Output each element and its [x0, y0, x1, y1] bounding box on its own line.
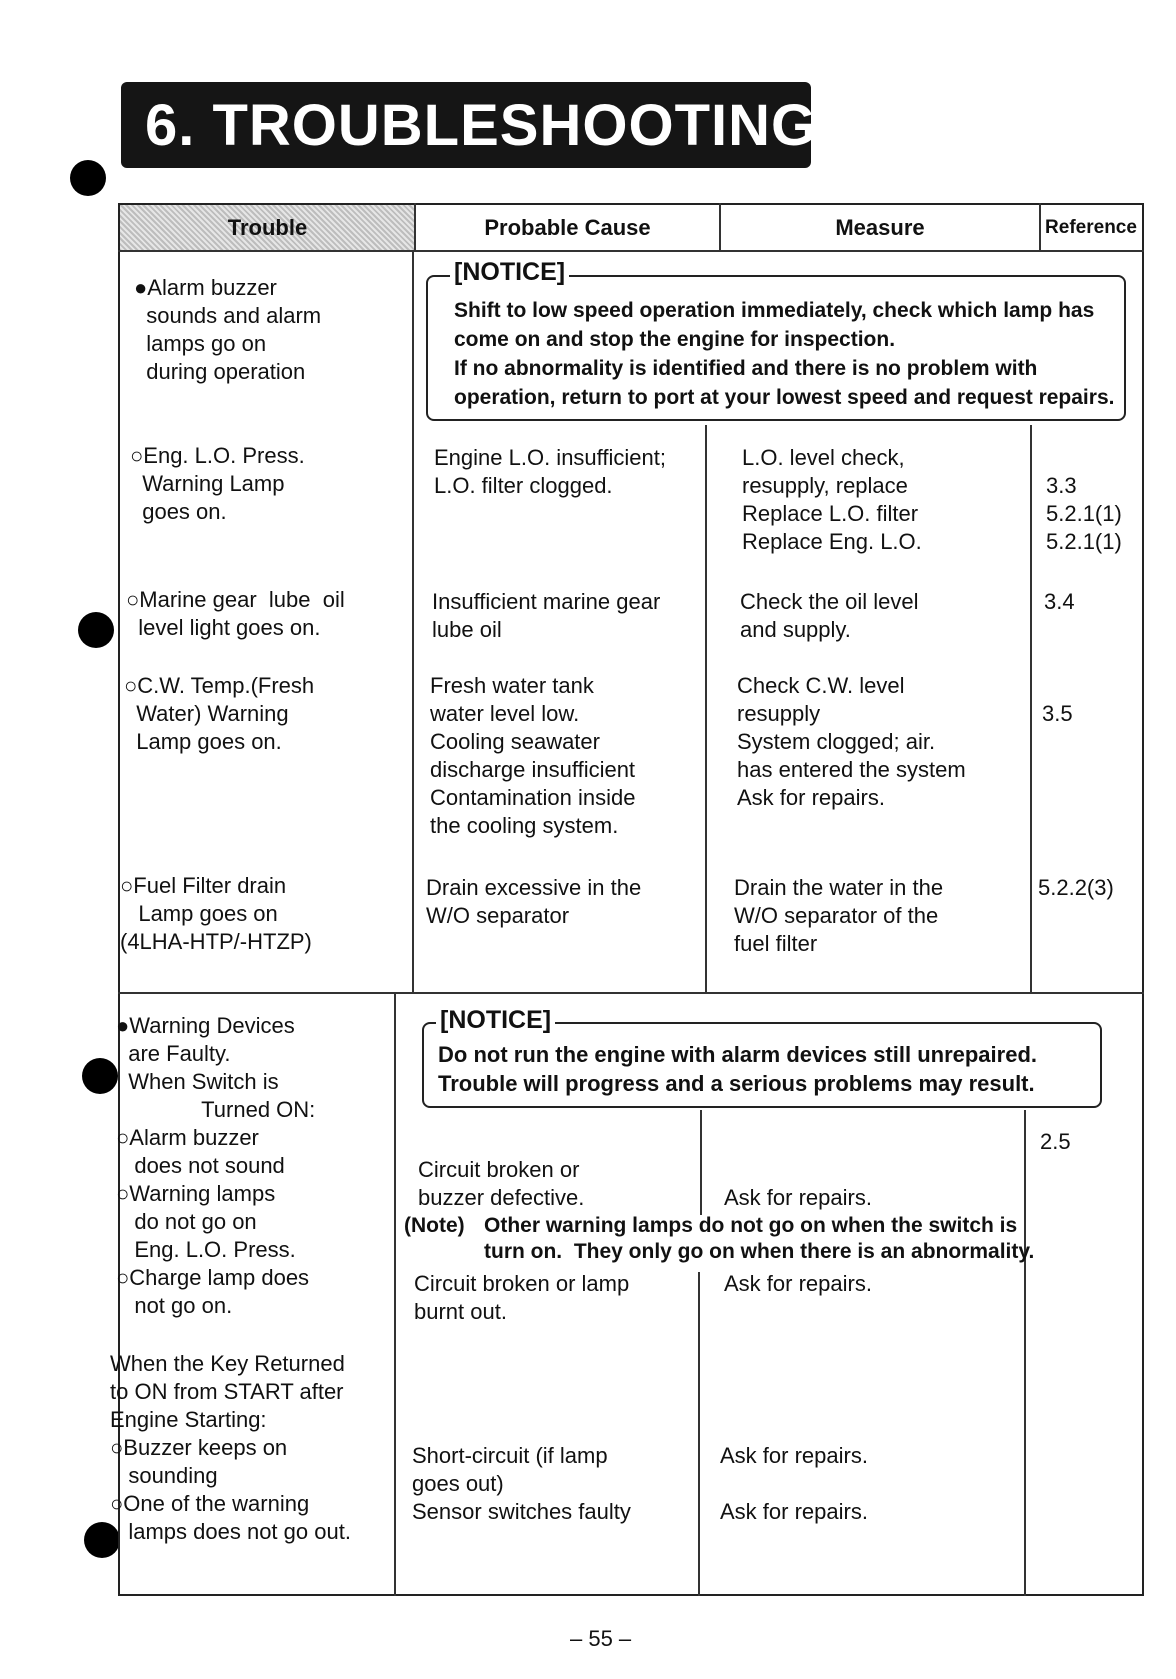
- row-marine-gear-cause: Insufficient marine gear lube oil: [432, 589, 661, 642]
- col-line-measure-s1: [705, 425, 707, 993]
- row-fuel-filter-reference: 5.2.2(3): [1038, 875, 1114, 900]
- warning-devices-trouble: ●Warning Devices are Faulty. When Switch is Turned ON: ○Alarm buzzer does not sound ○Warning lamps do not go on Eng. L.O. Press. ○Charge lamp does not go on.: [116, 1013, 316, 1318]
- col-line-measure-header: [719, 203, 721, 251]
- binder-hole-upper-mid: [78, 612, 114, 648]
- row-cw-temp-trouble: ○C.W. Temp.(Fresh Water) Warning Lamp goes on.: [124, 673, 315, 754]
- row-lo-press-measure: L.O. level check, resupply, replace Replace L.O. filter Replace Eng. L.O.: [742, 445, 922, 554]
- buzzer-defective-measure: Ask for repairs.: [724, 1185, 872, 1210]
- header-trouble: Trouble: [120, 205, 415, 251]
- row-fuel-filter-trouble: ○Fuel Filter drain Lamp goes on (4LHA-HTP/-HTZP): [120, 873, 312, 954]
- header-divider: [118, 250, 1144, 252]
- lamp-burnt-measure: Ask for repairs.: [724, 1271, 872, 1296]
- short-circuit-measure: Ask for repairs. Ask for repairs.: [720, 1443, 868, 1524]
- row-fuel-filter-measure: Drain the water in the W/O separator of the fuel filter: [734, 875, 944, 956]
- alarm-buzzer-trouble: ●Alarm buzzer sounds and alarm lamps go on during operation: [134, 275, 322, 384]
- notice-title-2: [NOTICE]: [436, 1006, 555, 1035]
- col-line-ref-s1: [1030, 425, 1032, 993]
- col-line-cause-s2: [394, 994, 396, 1596]
- key-returned-trouble: When the Key Returned to ON from START after Engine Starting: ○Buzzer keeps on sounding ○One of the warning lamps does not go out.: [110, 1351, 351, 1544]
- header-reference: Reference: [1045, 217, 1137, 238]
- notice-body-2: Do not run the engine with alarm devices still unrepaired. Trouble will progress and a serious problems may result.: [438, 1042, 1038, 1096]
- notice-body-1: Shift to low speed operation immediately, check which lamp has come on and stop the engine for inspection. If no abnormality is identified and there is no problem with operation, return to port at your lowest speed and request repairs.: [454, 299, 1115, 409]
- row-cw-temp-reference: 3.5: [1042, 701, 1073, 726]
- row-lo-press-trouble: ○Eng. L.O. Press. Warning Lamp goes on.: [130, 443, 305, 524]
- section-title: 6. TROUBLESHOOTING: [145, 93, 818, 158]
- lamp-burnt-cause: Circuit broken or lamp burnt out.: [414, 1271, 630, 1324]
- col-line-cause-s1: [412, 251, 414, 993]
- section-divider: [118, 992, 1144, 994]
- row-marine-gear-trouble: ○Marine gear lube oil level light goes on.: [126, 587, 345, 640]
- notice-title-1: [NOTICE]: [450, 258, 569, 287]
- header-probable-cause: Probable Cause: [484, 215, 651, 240]
- binder-hole-top: [70, 160, 106, 196]
- col-line-ref-header: [1039, 203, 1041, 251]
- col-line-measure-s2b: [698, 1272, 700, 1596]
- row-marine-gear-measure: Check the oil level and supply.: [740, 589, 919, 642]
- row-fuel-filter-cause: Drain excessive in the W/O separator: [426, 875, 642, 928]
- binder-hole-lower-mid: [82, 1058, 118, 1094]
- buzzer-defective-cause: Circuit broken or buzzer defective.: [418, 1157, 585, 1210]
- row-marine-gear-reference: 3.4: [1044, 589, 1075, 614]
- row-lo-press-reference: 3.3 5.2.1(1) 5.2.1(1): [1046, 473, 1122, 554]
- note-label: (Note): [404, 1214, 465, 1237]
- page-number: – 55 –: [570, 1626, 632, 1651]
- row-lo-press-cause: Engine L.O. insufficient; L.O. filter clogged.: [434, 445, 666, 498]
- header-measure: Measure: [835, 215, 925, 240]
- warning-devices-reference: 2.5: [1040, 1129, 1071, 1154]
- col-line-measure-s2: [700, 1110, 702, 1215]
- col-line-ref-s2: [1024, 1110, 1026, 1596]
- col-line-cause-header: [414, 203, 416, 251]
- row-cw-temp-measure: Check C.W. level resupply System clogged; air. has entered the system Ask for repairs.: [737, 673, 966, 810]
- note-text: Other warning lamps do not go on when the switch is turn on. They only go on when there is an abnormality.: [484, 1214, 1035, 1263]
- short-circuit-cause: Short-circuit (if lamp goes out) Sensor switches faulty: [412, 1443, 631, 1524]
- row-cw-temp-cause: Fresh water tank water level low. Cooling seawater discharge insufficient Contamination inside the cooling system.: [430, 673, 636, 838]
